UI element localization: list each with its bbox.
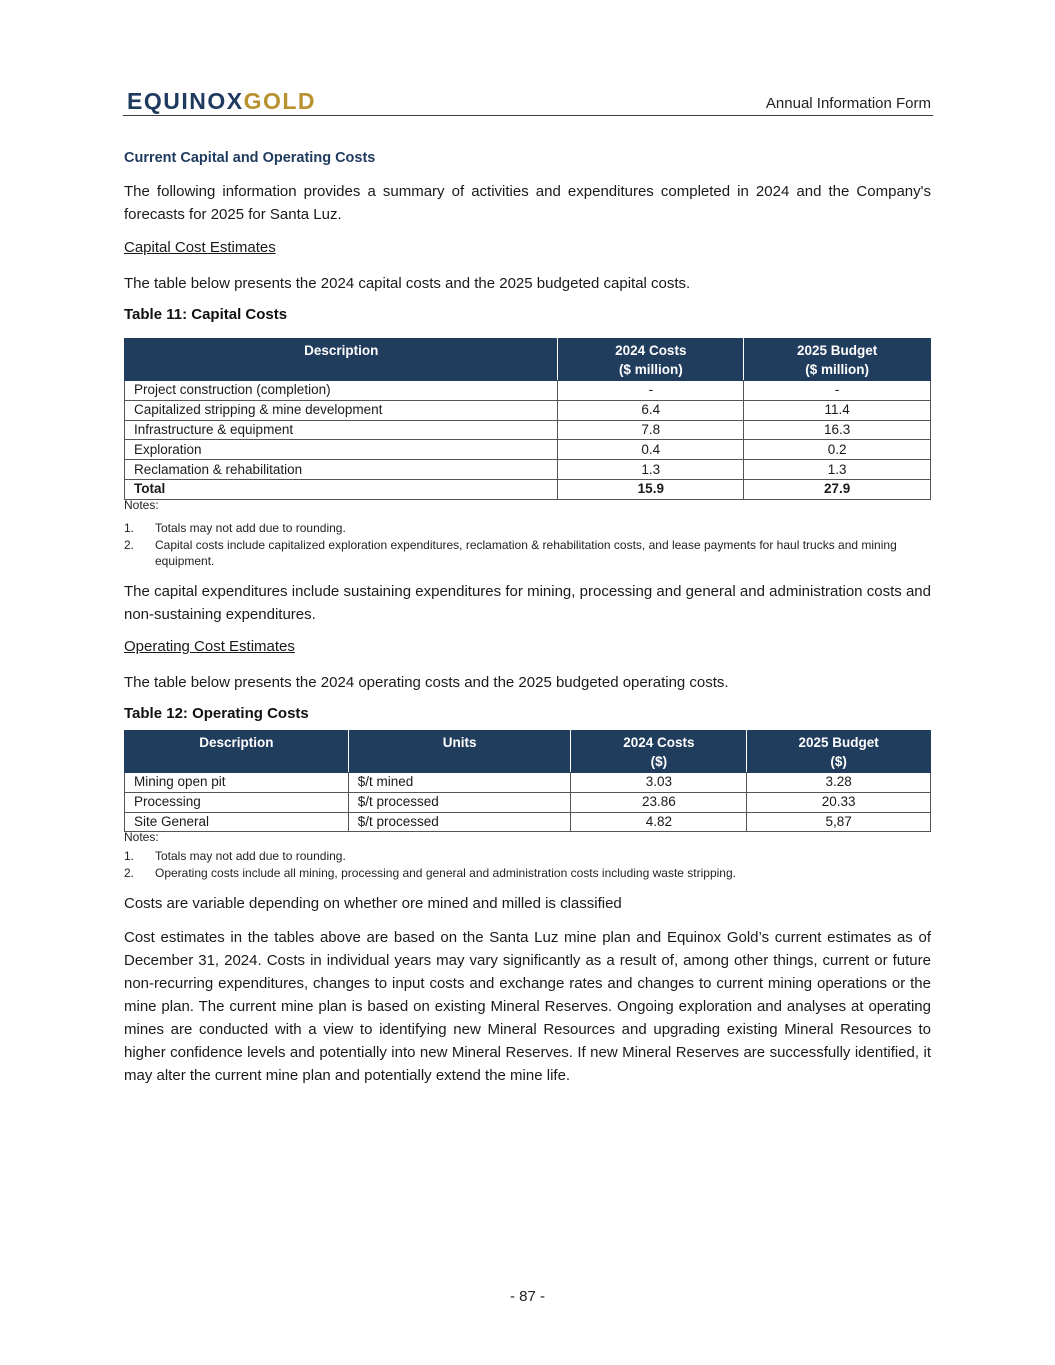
- document-title: Annual Information Form: [765, 95, 931, 112]
- column-header: 2024 Costs ($): [571, 731, 747, 773]
- table-row: [125, 812, 931, 832]
- table-cell: 0.4: [558, 440, 744, 460]
- table-cell: 5,87: [747, 812, 931, 832]
- table-cell: 27.9: [744, 479, 931, 499]
- capital-table-caption: Table 11: Capital Costs: [124, 306, 288, 323]
- table-cell: Capitalized stripping & mine development: [125, 400, 558, 420]
- column-header: Units: [348, 731, 571, 773]
- table-row: [125, 440, 931, 460]
- capital-notes-label: Notes:: [124, 498, 159, 512]
- column-header: 2025 Budget ($): [747, 731, 931, 773]
- table-cell: 7.8: [558, 420, 744, 440]
- section-title: Current Capital and Operating Costs: [124, 150, 376, 166]
- table-cell: $/t processed: [348, 792, 571, 812]
- table-row: [125, 381, 931, 401]
- table-cell: Mining open pit: [125, 773, 349, 793]
- table-cell: $/t mined: [348, 773, 571, 793]
- table-row: [125, 420, 931, 440]
- table-cell: 23.86: [571, 792, 747, 812]
- table-cell: 0.2: [744, 440, 931, 460]
- table-cell: 11.4: [744, 400, 931, 420]
- table-cell: 3.03: [571, 773, 747, 793]
- page-number: - 87 -: [509, 1288, 545, 1305]
- table-cell: 4.82: [571, 812, 747, 832]
- capital-after-paragraph: The capital expenditures include sustaining expenditures for mining, processing and general and administration costs and non-sustaining expenditures.: [124, 583, 931, 623]
- intro-paragraph: The following information provides a summary of activities and expenditures completed in 2024 and the Company's forecasts for 2025 for Santa Luz.: [124, 183, 931, 223]
- table-row: [125, 773, 931, 793]
- operating-table-caption: Table 12: Operating Costs: [124, 705, 309, 722]
- table-cell: $/t processed: [348, 812, 571, 832]
- note-number: 1.: [124, 521, 135, 535]
- table-total-row: [125, 479, 931, 499]
- table-header-row: [125, 731, 931, 773]
- capital-costs-table: [124, 338, 931, 500]
- operating-lead-paragraph: The table below presents the 2024 operating costs and the 2025 budgeted operating costs.: [124, 674, 729, 691]
- table-cell: Site General: [125, 812, 349, 832]
- note-number: 2.: [124, 866, 135, 880]
- table-cell: Total: [125, 479, 558, 499]
- table-cell: 6.4: [558, 400, 744, 420]
- note-text: Totals may not add due to rounding.: [155, 521, 346, 535]
- table-cell: -: [744, 381, 931, 401]
- operating-note-2: [124, 865, 914, 881]
- note-number: 1.: [124, 849, 135, 863]
- table-cell: Project construction (completion): [125, 381, 558, 401]
- note-text: Operating costs include all mining, processing and general and administration costs including waste stripping.: [155, 866, 736, 880]
- operating-note-1: [124, 848, 914, 864]
- note-number: 2.: [124, 538, 135, 552]
- company-logo: [127, 88, 316, 115]
- variable-costs-line: Costs are variable depending on whether ore mined and milled is classified: [124, 895, 622, 912]
- table-cell: Reclamation & rehabilitation: [125, 460, 558, 480]
- column-header: 2024 Costs ($ million): [558, 339, 744, 381]
- table-row: [125, 400, 931, 420]
- table-cell: 20.33: [747, 792, 931, 812]
- table-cell: 1.3: [744, 460, 931, 480]
- column-header: 2025 Budget ($ million): [744, 339, 931, 381]
- logo-text-gold: GOLD: [243, 88, 317, 114]
- table-cell: Infrastructure & equipment: [125, 420, 558, 440]
- operating-notes-label: Notes:: [124, 830, 159, 844]
- capital-subhead: Capital Cost Estimates: [124, 239, 276, 256]
- closing-paragraph: Cost estimates in the tables above are based on the Santa Luz mine plan and Equinox Gold’s current estimates as of December 31, 2024. Costs in individual years may vary significantly as a result of, among other things, current or future non-recurring expenditures, changes to input costs and exchange rates and changes to current mining operations or the mine plan. The current mine plan is based on existing Mineral Reserves. Ongoing exploration and analyses at operating mines are conducted with a view to identifying new Mineral Resources and upgrading existing Mineral Resources to higher confidence levels and potentially into new Mineral Reserves. If new Mineral Reserves are successfully identified, it may alter the current mine plan and potentially extend the mine life.: [124, 929, 931, 1084]
- page-header: [123, 84, 933, 116]
- table-header-row: [125, 339, 931, 381]
- table-cell: Exploration: [125, 440, 558, 460]
- logo-text-equinox: EQUINOX: [127, 88, 244, 114]
- column-header: Description: [125, 339, 558, 381]
- operating-costs-table: [124, 730, 931, 832]
- table-cell: -: [558, 381, 744, 401]
- table-cell: 15.9: [558, 479, 744, 499]
- operating-subhead: Operating Cost Estimates: [124, 638, 295, 655]
- table-cell: 1.3: [558, 460, 744, 480]
- capital-lead-paragraph: The table below presents the 2024 capital costs and the 2025 budgeted capital costs.: [124, 275, 691, 292]
- column-header: Description: [125, 731, 349, 773]
- note-text: Totals may not add due to rounding.: [155, 849, 346, 863]
- table-cell: 3.28: [747, 773, 931, 793]
- table-cell: 16.3: [744, 420, 931, 440]
- table-row: [125, 460, 931, 480]
- capital-note-1: [124, 520, 914, 536]
- note-text: Capital costs include capitalized exploration expenditures, reclamation & rehabilitation costs, and lease payments for haul trucks and mining equipment.: [155, 538, 897, 568]
- table-cell: Processing: [125, 792, 349, 812]
- table-row: [125, 792, 931, 812]
- capital-note-2: [124, 537, 904, 569]
